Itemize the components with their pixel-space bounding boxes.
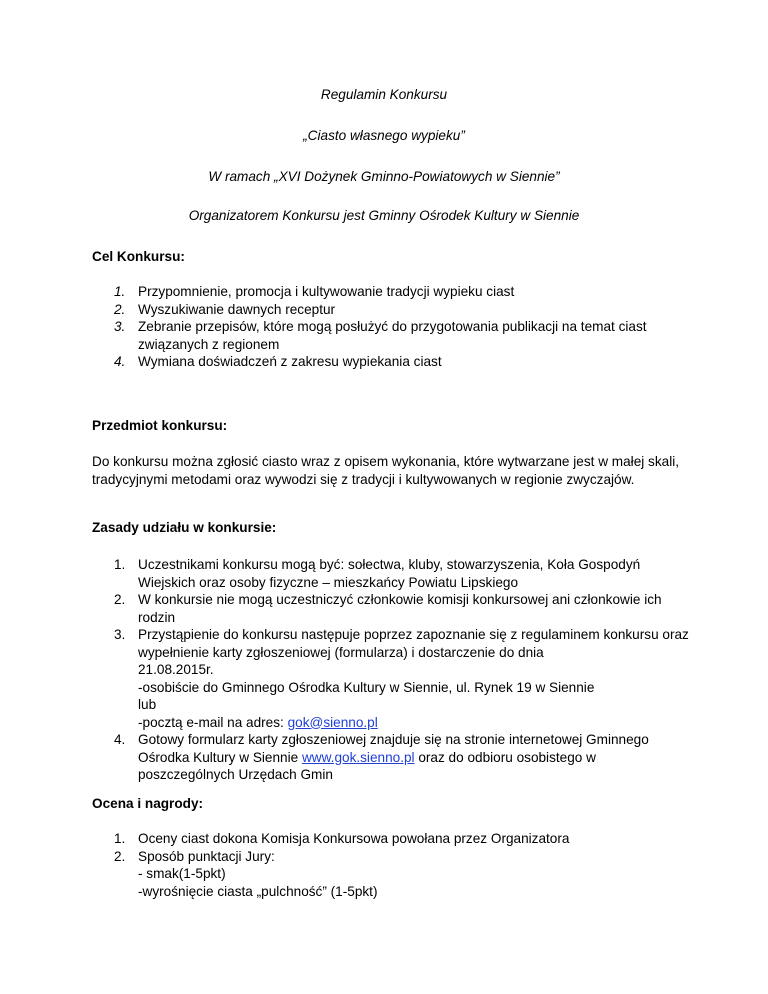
list-item: 2. Wyszukiwanie dawnych receptur: [114, 301, 336, 317]
website-link[interactable]: www.gok.sienno.pl: [301, 749, 415, 765]
rules-heading: Zasady udziału w konkursie:: [92, 520, 277, 535]
subject-paragraph: Do konkursu można zgłosić ciasto wraz z opisem wykonania, które wytwarzane jest w małej skali, tradycyjnymi metodami oraz wywodzi się z tradycji i kultywowanych w regionie zwyczajów.: [92, 454, 680, 487]
subject-heading: Przedmiot konkursu:: [92, 418, 228, 433]
email-link[interactable]: gok@sienno.pl: [287, 714, 378, 730]
list-item: 2. Sposób punktacji Jury: - smak(1-5pkt) -wyrośnięcie ciasta „pulchność” (1-5pkt): [114, 848, 378, 899]
list-item: 3. Przystąpienie do konkursu następuje poprzez zapoznanie się z regulaminem konkursu oraz wypełnienie karty zgłoszeniowej (formularza) i dostarczenie do dnia 21.08.2015r. -osobiście do Gminnego Ośrodka Kultury w Siennie, ul. Rynek 19 w Siennie lub -pocztą e-mail na adres: gok@sienno.pl: [114, 627, 689, 730]
awards-heading: Ocena i nagrody:: [92, 796, 204, 811]
list-item: 2. W konkursie nie mogą uczestniczyć członkowie komisji konkursowej ani członkowie ich rodzin: [114, 592, 662, 625]
goals-heading: Cel Konkursu:: [92, 249, 185, 264]
organizer-line: Organizatorem Konkursu jest Gminny Ośrodek Kultury w Siennie: [188, 208, 580, 223]
list-item: 4. Gotowy formularz karty zgłoszeniowej znajduje się na stronie internetowej Gminnego Ośrodka Kultury w Siennie www.gok.sienno.pl oraz do odbioru osobistego w poszczególnych Urzędach Gmin: [114, 732, 649, 782]
list-item: 3. Zebranie przepisów, które mogą posłużyć do przygotowania publikacji na temat ciast związanych z regionem: [114, 319, 647, 352]
list-item: 1. Uczestnikami konkursu mogą być: sołectwa, kluby, stowarzyszenia, Koła Gospodyń Wiejskich oraz osoby fizyczne – mieszkańcy Powiatu Lipskiego: [114, 557, 641, 590]
rules-list: [92, 556, 692, 784]
list-item: 4. Wymiana doświadczeń z zakresu wypiekania ciast: [114, 354, 442, 369]
list-item: 1. Oceny ciast dokona Komisja Konkursowa powołana przez Organizatora: [114, 831, 570, 846]
list-item: 1. Przypomnienie, promocja i kultywowanie tradycji wypieku ciast: [114, 284, 515, 299]
document-subtitle: „Ciasto własnego wypieku”: [303, 128, 465, 143]
document-title: Regulamin Konkursu: [320, 87, 448, 102]
awards-list: [92, 830, 692, 900]
goals-list: [92, 283, 692, 371]
event-context: W ramach „XVI Dożynek Gminno-Powiatowych w Siennie”: [208, 169, 560, 184]
